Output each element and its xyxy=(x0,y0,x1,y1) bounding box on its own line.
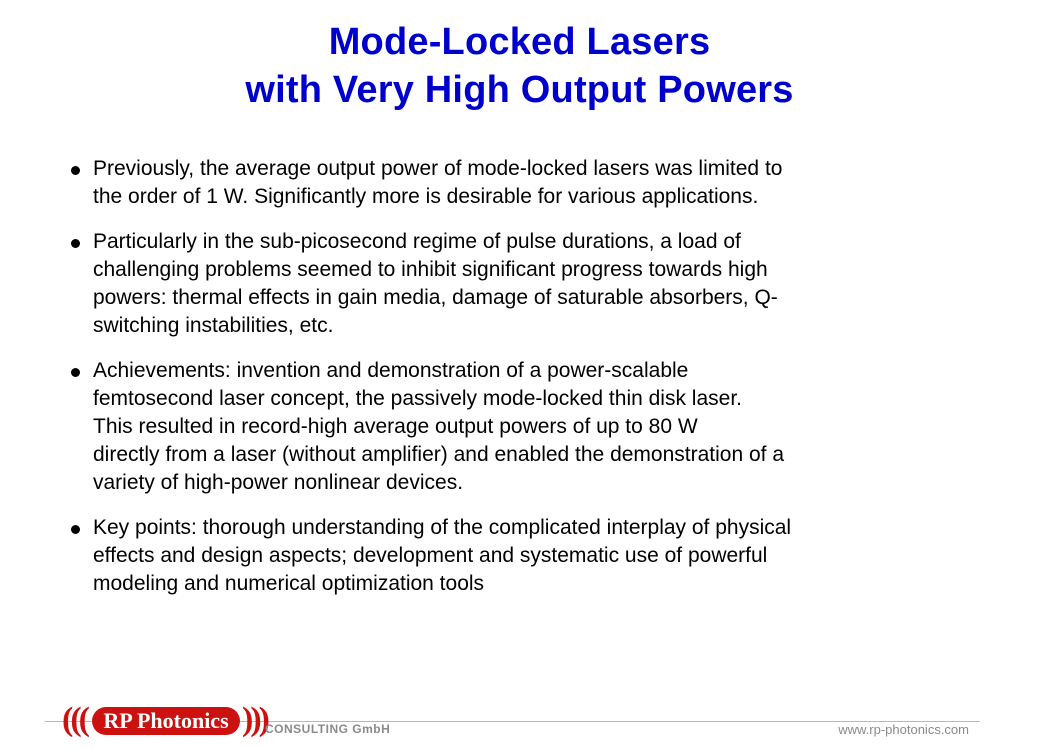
consulting-label: CONSULTING GmbH xyxy=(265,722,391,736)
bullet-text-line: directly from a laser (without amplifier) and enabled the demonstration of a xyxy=(93,443,785,466)
bullet-dot-icon xyxy=(71,239,80,248)
website-url: www.rp-photonics.com xyxy=(838,722,969,737)
logo-parentheses-left: ((( xyxy=(62,701,87,738)
title-line-2: with Very High Output Powers xyxy=(245,69,794,111)
title-line-1: Mode-Locked Lasers xyxy=(328,21,711,63)
bullet-text-line: the order of 1 W. Significantly more is desirable for various applications. xyxy=(93,185,759,208)
bullet-text-line: Particularly in the sub-picosecond regime of pulse durations, a load of xyxy=(93,230,741,253)
bullet-text-line: powers: thermal effects in gain media, damage of saturable absorbers, Q- xyxy=(93,286,778,309)
bullet-text-line: switching instabilities, etc. xyxy=(93,314,334,337)
bullet-text-line: femtosecond laser concept, the passively mode-locked thin disk laser. xyxy=(93,387,743,410)
bullet-item xyxy=(70,155,1000,211)
bullet-dot-icon xyxy=(71,525,80,534)
bullet-list xyxy=(70,155,1000,615)
bullet-dot-icon xyxy=(71,368,80,377)
bullet-dot-icon xyxy=(71,166,80,175)
rp-photonics-logo xyxy=(52,701,272,738)
bullet-item xyxy=(70,357,1000,497)
bullet-item xyxy=(70,228,1000,340)
bullet-text-line: This resulted in record-high average output powers of up to 80 W xyxy=(93,415,698,438)
footer xyxy=(0,700,1039,748)
bullet-text-line: Achievements: invention and demonstration of a power-scalable xyxy=(93,359,689,382)
bullet-text-line: Previously, the average output power of mode-locked lasers was limited to xyxy=(93,157,783,180)
logo-parentheses-right: ))) xyxy=(242,701,267,738)
bullet-text-line: Key points: thorough understanding of the complicated interplay of physical xyxy=(93,516,792,539)
bullet-item xyxy=(70,514,1000,598)
bullet-text-line: modeling and numerical optimization tools xyxy=(93,572,485,595)
bullet-text-line: effects and design aspects; development and systematic use of powerful xyxy=(93,544,768,567)
bullet-text-line: variety of high-power nonlinear devices. xyxy=(93,471,464,494)
slide-title xyxy=(0,18,1039,114)
logo-text: RP Photonics xyxy=(92,707,240,735)
bullet-text-line: challenging problems seemed to inhibit significant progress towards high xyxy=(93,258,768,281)
